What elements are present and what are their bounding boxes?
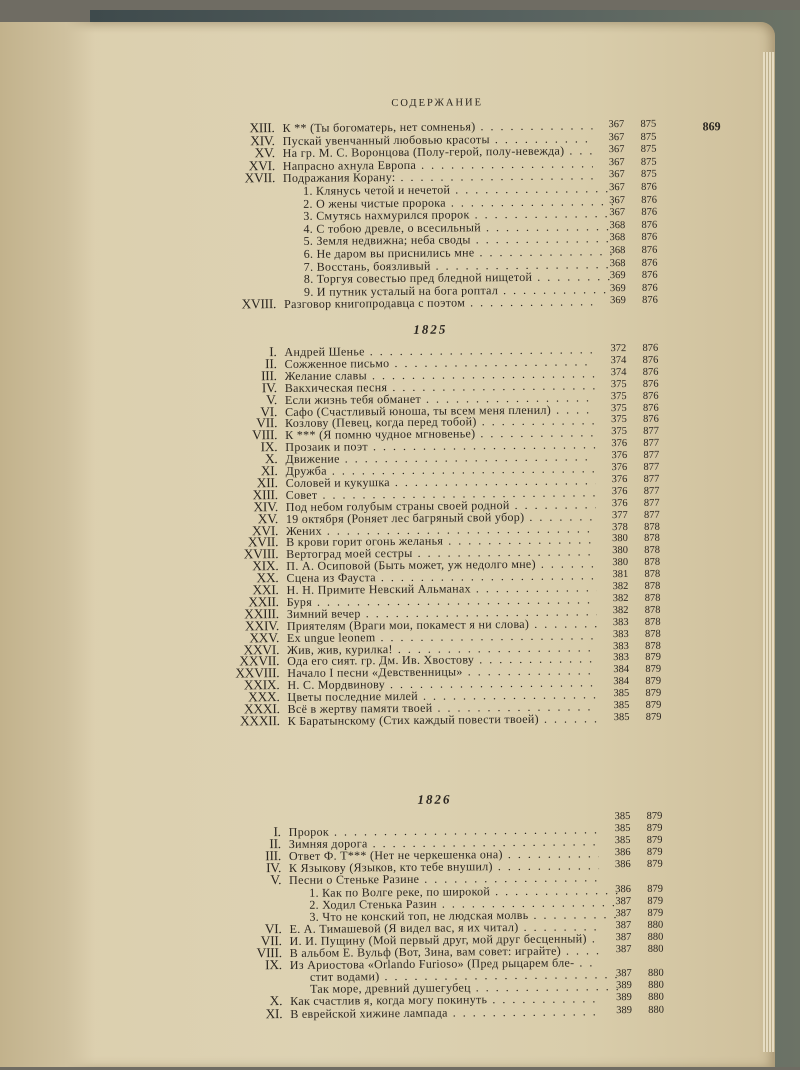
- page-ref: 376: [611, 473, 628, 486]
- entry-number: VI.: [264, 920, 282, 936]
- note-ref: 876: [642, 402, 659, 414]
- entry-title: 4. С тобою древле, о всесильный . . .: [303, 219, 613, 236]
- page-ref: 385: [614, 823, 631, 835]
- entry-number: XXX.: [248, 689, 280, 705]
- entry-number: IX.: [260, 439, 278, 455]
- note-ref: 876: [641, 181, 657, 193]
- page-ref: 367: [609, 182, 625, 194]
- entry-title: Всё в жертву памяти твоей . . .: [288, 699, 598, 716]
- entry-title: 2. Ходил Стенька Разин . . .: [309, 895, 619, 912]
- note-ref: 879: [645, 675, 662, 688]
- entry-title: И. И. Пущину (Мой первый друг, мой друг бесценный) . . .: [290, 931, 600, 948]
- entry-title: 5. Земля недвижна; неба своды . . .: [303, 232, 613, 249]
- note-ref: 877: [643, 449, 660, 461]
- entry-title: Из Ариостова «Orlando Furioso» (Пред рыцарем бле- . . .: [290, 955, 600, 972]
- entry-number: VIII.: [256, 945, 282, 961]
- page-ref: 367: [608, 131, 625, 143]
- entry-title: Зимняя дорога . . .: [289, 834, 599, 851]
- entry-title: Разговор книгопродавца с поэтом . . .: [284, 295, 594, 312]
- note-ref: 878: [644, 568, 661, 580]
- page-ref: 387: [615, 943, 632, 956]
- note-ref: 878: [645, 640, 661, 652]
- page-ref: 382: [612, 592, 629, 605]
- note-ref: 876: [641, 232, 658, 244]
- entry-number: II.: [265, 355, 277, 372]
- note-ref: 875: [640, 131, 657, 143]
- page-ref: 375: [610, 402, 627, 414]
- note-ref: 877: [643, 426, 660, 438]
- page-ref: 367: [608, 119, 625, 131]
- note-ref: 879: [645, 699, 662, 711]
- note-ref: 879: [647, 907, 664, 919]
- book-page: [0, 22, 775, 1067]
- entry-number: XIX.: [252, 558, 279, 574]
- entry-title: В еврейской хижине лампада . . .: [290, 1004, 600, 1021]
- page-ref: 381: [612, 569, 629, 581]
- page-ref: 387: [615, 931, 632, 944]
- page-ref: 374: [610, 366, 627, 378]
- note-ref: 878: [644, 556, 661, 569]
- entry-title: Козлову (Певец, когда перед тобой) . . .: [285, 414, 595, 431]
- entry-title: Ex ungue leonem . . .: [287, 628, 597, 645]
- note-ref: 879: [646, 846, 663, 859]
- entry-title: 3. Что не конский топ, не людская молвь . . .: [309, 907, 619, 924]
- note-ref: 878: [644, 592, 661, 604]
- page-ref: 383: [613, 640, 629, 652]
- entry-title: 19 октября (Роняет лес багряный свой убор) . . .: [286, 509, 596, 526]
- entry-title: 2. О жены чистые пророка . . .: [303, 194, 613, 211]
- page-number: 869: [702, 119, 721, 134]
- page-ref: 369: [610, 295, 626, 307]
- note-ref: 879: [646, 834, 663, 846]
- page-ref: 369: [609, 270, 626, 282]
- entry-number: IX.: [265, 957, 282, 973]
- page-ref: 380: [612, 533, 628, 545]
- note-ref: 877: [643, 497, 660, 509]
- page-ref: 367: [609, 194, 625, 206]
- entry-title: Сафо (Счастливый юноша, ты всем меня пленил) . . .: [285, 402, 595, 419]
- entry-title: Так море, древний душегубец . . .: [310, 979, 620, 996]
- note-ref: 876: [641, 219, 658, 231]
- entry-number: XXV.: [249, 629, 280, 645]
- entry-number: XIII.: [249, 120, 275, 136]
- note-ref: 879: [646, 810, 663, 822]
- note-ref: 875: [640, 118, 657, 130]
- note-ref: 878: [644, 604, 661, 616]
- entry-title: Буря . . .: [287, 592, 597, 609]
- entry-title: Вертоград моей сестры . . .: [286, 545, 596, 562]
- note-ref: 879: [645, 664, 662, 676]
- page-ref: 376: [611, 438, 628, 450]
- entry-number: XXVIII.: [235, 665, 280, 681]
- page-ref: 389: [616, 992, 632, 1004]
- note-ref: 876: [641, 269, 658, 282]
- entry-title: 1. Клянусь четой и нечетой . . .: [303, 181, 613, 198]
- note-ref: 876: [642, 354, 659, 366]
- year-heading-1825: 1825: [413, 321, 448, 337]
- entry-number: I.: [269, 344, 277, 360]
- page-ref: 386: [614, 859, 631, 871]
- entry-number: IV.: [265, 860, 282, 876]
- entry-title: К Баратынскому (Стих каждый повести твоей) . . .: [288, 711, 598, 728]
- page-ref: 372: [610, 343, 627, 355]
- note-ref: 876: [642, 342, 659, 354]
- entry-number: III.: [260, 367, 277, 384]
- entry-title: Напрасно ахнула Европа . . .: [283, 156, 593, 173]
- page-ref: 369: [609, 282, 626, 294]
- note-ref: 876: [642, 366, 659, 378]
- page-ref: 386: [615, 883, 632, 895]
- entry-number: XXVII.: [239, 653, 280, 669]
- entry-number: I.: [273, 824, 281, 840]
- entry-title: Ответ Ф. Т*** (Нет не черкешенка она) . . .: [289, 846, 599, 863]
- note-ref: 876: [641, 257, 658, 269]
- entry-title: Сожженное письмо . . .: [285, 354, 595, 371]
- entry-title: 8. Торгуя совестью пред бледной нищетой . . .: [304, 269, 614, 286]
- entry-number: XVII.: [247, 534, 279, 550]
- note-ref: 879: [645, 711, 662, 723]
- entry-title: Желание славы . . .: [285, 366, 595, 383]
- note-ref: 877: [643, 473, 660, 485]
- entry-number: XXVI.: [243, 641, 280, 657]
- entry-title: 9. И путник усталый на бога роптал . . .: [304, 282, 614, 299]
- entry-number: XVIII.: [243, 546, 279, 562]
- note-ref: 876: [642, 378, 659, 390]
- note-ref: 880: [648, 1004, 665, 1016]
- note-ref: 876: [641, 282, 658, 294]
- entry-title: Н. Н. Примите Невский Альманах . . .: [287, 580, 597, 597]
- page-ref: 378: [612, 521, 628, 533]
- entry-title: Под небом голубым страны своей родной . . .: [286, 497, 596, 514]
- note-ref: 878: [644, 628, 661, 640]
- entry-number: VI.: [260, 403, 278, 419]
- entry-title: Песни о Стеньке Разине . . .: [289, 871, 599, 888]
- note-ref: 880: [647, 967, 664, 980]
- entry-title: 3. Смутясь нахмурился пророк . . .: [303, 206, 613, 223]
- page-ref: 367: [609, 207, 626, 219]
- entry-title: Андрей Шенье . . .: [284, 342, 594, 359]
- note-ref: 880: [647, 931, 664, 943]
- page-ref: 368: [609, 257, 626, 269]
- entry-title: Цветы последние милей . . .: [287, 687, 597, 704]
- page-ref: 387: [615, 907, 632, 919]
- entry-number: XV.: [257, 510, 279, 526]
- page-ref: 375: [611, 426, 628, 438]
- page-ref: 385: [613, 688, 630, 700]
- note-ref: 879: [646, 822, 663, 834]
- page-ref: 377: [611, 509, 628, 521]
- entry-number: XXII.: [248, 593, 279, 610]
- note-ref: 879: [646, 859, 663, 871]
- entry-number: VIII.: [252, 427, 278, 443]
- entry-title: Ода его сият. гр. Дм. Ив. Хвостову . . .: [287, 652, 597, 669]
- entry-title: Пророк . . .: [289, 822, 599, 839]
- note-ref: 879: [645, 652, 661, 664]
- note-ref: 879: [647, 895, 664, 907]
- entry-number: XXXI.: [243, 701, 280, 717]
- note-ref: 876: [641, 244, 658, 256]
- note-ref: 877: [643, 509, 660, 521]
- entry-number: XII.: [256, 474, 278, 491]
- page-ref: 385: [614, 835, 631, 847]
- entry-title: К *** (Я помню чудное мгновенье) . . .: [285, 426, 595, 443]
- page-ref: 383: [612, 616, 629, 628]
- entry-number: XXI.: [252, 582, 279, 598]
- note-ref: 876: [642, 390, 659, 402]
- entry-number: XV.: [254, 145, 275, 161]
- page-ref: 367: [608, 144, 625, 156]
- entry-title: Дружба . . .: [285, 461, 595, 478]
- note-ref: 877: [643, 461, 660, 473]
- entry-number: XIII.: [252, 486, 278, 503]
- entry-number: V.: [270, 872, 282, 888]
- entry-number: XIV.: [253, 498, 278, 514]
- page-ref: 380: [612, 545, 629, 557]
- page-ref: 380: [612, 557, 629, 569]
- note-ref: 879: [645, 687, 662, 699]
- entry-title: П. А. Осиповой (Быть может, уж недолго мне) . . .: [286, 556, 596, 573]
- page-ref: 387: [615, 895, 632, 907]
- entry-number: III.: [265, 848, 281, 864]
- entry-title: Как счастлив я, когда могу покинуть . . .: [290, 992, 600, 1009]
- note-ref: 876: [641, 206, 658, 219]
- page-ref: 385: [613, 700, 630, 712]
- note-ref: 877: [643, 437, 660, 450]
- note-ref: 875: [640, 156, 657, 168]
- page-ref: 368: [609, 245, 626, 257]
- page-ref: 387: [615, 919, 632, 931]
- note-ref: 879: [647, 883, 664, 895]
- entry-number: XI.: [260, 463, 278, 479]
- note-ref: 880: [648, 980, 664, 992]
- entry-number: X.: [269, 993, 283, 1009]
- entry-title: В крови горит огонь желанья . . .: [286, 533, 596, 550]
- entry-title: 7. Восстань, боязливый . . .: [304, 257, 614, 274]
- page-ref: 376: [611, 462, 628, 474]
- entry-number: X.: [264, 451, 278, 467]
- entry-number: XXIX.: [243, 677, 280, 693]
- page-ref: 368: [609, 232, 626, 244]
- page-ref: 375: [610, 390, 627, 402]
- entry-title: Вакхическая песня . . .: [285, 378, 595, 395]
- note-ref: 878: [644, 521, 660, 533]
- entry-number: VII.: [260, 932, 282, 949]
- page-ref: 376: [611, 497, 628, 509]
- page-ref: 376: [611, 485, 628, 497]
- page-ref: 389: [616, 1004, 633, 1016]
- table-of-contents: [0, 19, 780, 1070]
- page-ref: 386: [614, 847, 631, 859]
- entry-number: XIV.: [250, 132, 275, 148]
- entry-number: XVII.: [244, 170, 276, 186]
- note-ref: 875: [640, 169, 657, 181]
- note-ref: 878: [644, 580, 661, 592]
- note-ref: 877: [643, 485, 660, 497]
- page-ref: 382: [612, 604, 629, 616]
- page-ref: 376: [611, 450, 628, 462]
- page-ref: 375: [611, 414, 627, 426]
- entry-title: Жених . . .: [286, 521, 596, 538]
- note-ref: 878: [644, 616, 661, 628]
- page-ref: 367: [608, 156, 625, 168]
- entry-title: В альбом Е. Вульф (Вот, Зина, вам совет: играйте) . . .: [290, 943, 600, 960]
- page-ref: 387: [615, 968, 632, 980]
- entry-number: XI.: [265, 1005, 283, 1021]
- entry-title: К ** (Ты богоматерь, нет сомненья) . . .: [282, 118, 592, 135]
- note-ref: 880: [647, 919, 664, 931]
- entry-title: На гр. М. С. Воронцова (Полу-герой, полу-невежда) . . .: [283, 143, 593, 160]
- page-ref: 368: [609, 219, 626, 231]
- entry-number: II.: [269, 836, 281, 852]
- note-ref: 880: [647, 943, 664, 955]
- entry-title: Движение . . .: [285, 449, 595, 466]
- entry-number: XXXII.: [239, 712, 280, 729]
- entry-title: К Языкову (Языков, кто тебе внушил) . . .: [289, 859, 599, 876]
- entry-title: Сцена из Фауста . . .: [286, 568, 596, 585]
- entry-title: 6. Не даром вы приснились мне . . .: [304, 244, 614, 261]
- entry-number: XVI.: [248, 157, 275, 174]
- page-ref: 382: [612, 581, 629, 593]
- page-ref: 375: [610, 378, 627, 390]
- page-ref: 374: [610, 354, 627, 367]
- entry-title: Соловей и кукушка . . .: [286, 473, 596, 490]
- page-ref: 385: [614, 811, 631, 823]
- entry-title: Пускай увенчанный любовью красоты . . .: [283, 131, 593, 148]
- note-ref: 876: [641, 194, 657, 206]
- running-head: СОДЕРЖАНИЕ: [391, 97, 484, 110]
- year-heading-1826: 1826: [417, 791, 452, 807]
- note-ref: 880: [648, 992, 664, 1004]
- entry-title: стит водами) . . .: [310, 967, 620, 984]
- entry-number: XVIII.: [241, 296, 277, 312]
- entry-number: VII.: [256, 415, 278, 431]
- entry-title: 1. Как по Волге реке, по широкой . . .: [309, 883, 619, 900]
- entry-title: Е. А. Тимашевой (Я видел вас, я их читал) . . .: [289, 919, 599, 936]
- entry-title: Н. С. Мордвинову . . .: [287, 675, 597, 692]
- page-ref: 389: [616, 980, 632, 992]
- page-ref: 384: [613, 664, 630, 676]
- page-ref: 367: [608, 169, 625, 181]
- note-ref: 878: [644, 545, 661, 557]
- page-ref: 383: [612, 628, 629, 640]
- entry-number: XX.: [256, 570, 279, 586]
- entry-title: Совет . . .: [286, 485, 596, 502]
- entry-number: XXIV.: [244, 617, 279, 634]
- note-ref: 876: [643, 414, 659, 426]
- entry-number: XXIII.: [244, 605, 279, 622]
- entry-title: Если жизнь тебя обманет . . .: [285, 390, 595, 407]
- note-ref: 878: [644, 533, 660, 545]
- entry-title: Жив, жив, курилка! . . .: [287, 640, 597, 657]
- note-ref: 876: [642, 295, 658, 307]
- page-ref: 383: [613, 652, 629, 664]
- page-ref: 384: [613, 676, 630, 688]
- entry-title: Подражания Корану: . . .: [283, 169, 593, 186]
- page-ref: 385: [613, 711, 630, 724]
- entry-number: IV.: [261, 379, 277, 395]
- note-ref: 875: [640, 143, 657, 156]
- entry-title: Начало I песни «Девственницы» . . .: [287, 664, 597, 681]
- entry-title: Приятелям (Враги мои, покамест я ни слова) . . .: [287, 616, 597, 633]
- entry-number: V.: [266, 391, 277, 407]
- entry-title: Зимний вечер . . .: [287, 604, 597, 621]
- entry-number: XVI.: [251, 522, 279, 538]
- entry-title: Прозаик и поэт . . .: [285, 437, 595, 454]
